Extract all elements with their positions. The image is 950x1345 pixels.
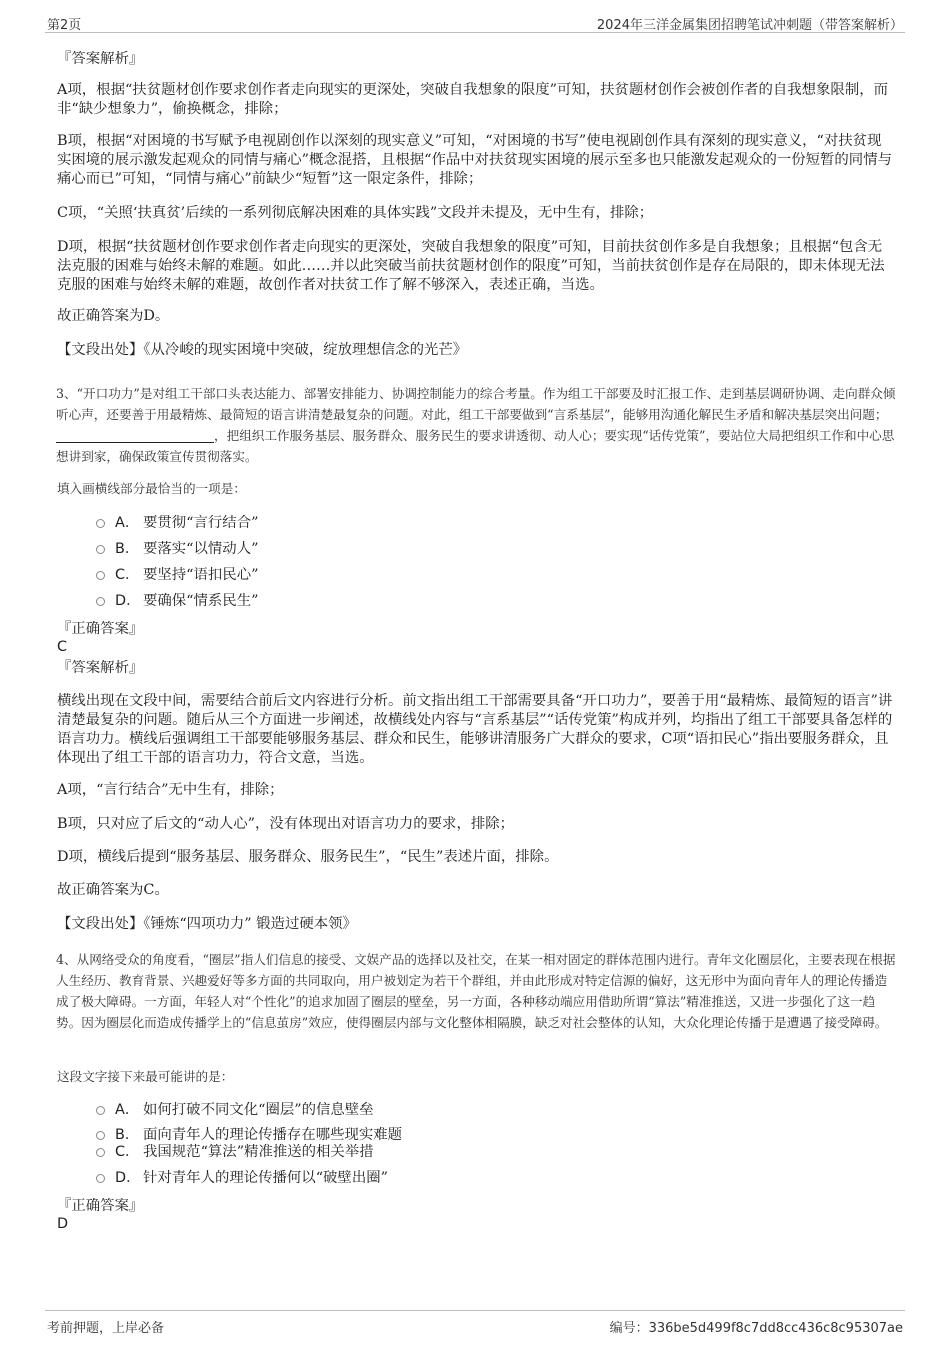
page-number: 第2页 [47,18,82,33]
question-3-option-d[interactable]: D． 要确保“情系民生” [96,592,258,611]
question-4-option-d[interactable]: D． 针对青年人的理论传播何以“破壁出圈” [96,1169,388,1188]
question-3-analysis-main: 横线出现在文段中间，需要结合前后文内容进行分析。前文指出组工干部需要具备“开口功力”，要善于用“最精炼、最简短的语言”讲清楚最复杂的问题。随后从三个方面进一步阐述，故横线处内容与“言系基层”“话传党策”构成并列，均指出了组工干部要具备怎样的语言功力。横线后强调组工干部要能够服务基层、群众和民生，能够讲清服务广大群众的要求，C项“语扣民心”指出要服务群众，且体现出了组工干部的语言功力，符合文意，当选。 [57,693,893,766]
question-3-stem [56,383,898,467]
conclusion: 故正确答案为D。 [57,308,170,324]
question-4-answer: D [57,1216,69,1232]
fill-blank [56,428,214,443]
radio-icon[interactable] [96,571,105,580]
question-3-analysis-b: B项，只对应了后文的“动人心”，没有体现出对语言功力的要求，排除； [57,816,515,832]
footer-slogan: 考前押题，上岸必备 [47,1321,165,1336]
question-3-option-c[interactable]: C． 要坚持“语扣民心” [96,566,258,585]
question-3-option-a[interactable]: A． 要贯彻“言行结合” [96,514,258,533]
question-3-answer: C [57,639,68,655]
radio-icon[interactable] [96,597,105,606]
question-3-stem-part2: ，把组织工作服务基层、服务群众、服务民生的要求讲透彻、动人心；要实现“话传党策”，要站位大局把组织工作和中心思想讲到家，确保政策宣传贯彻落实。 [56,428,895,464]
question-3-source: 【文段出处】《锤炼“四项功力” 锻造过硬本领》 [57,916,357,932]
analysis-para-d: D项，根据“扶贫题材创作要求创作者走向现实的更深处，突破自我想象的限度”可知，目前扶贫创作多是自我想象；且根据“包含无法克服的困难与始终未解的难题。如此……并以此突破当前扶贫题材创作的限度”可知，当前扶贫创作是存在局限的，即未体现无法克服的困难与始终未解的难题，故创作者对扶贫工作了解不够深入，表述正确，当选。 [57,239,885,293]
page-footer [45,1310,905,1336]
question-3-analysis-label: 『答案解析』 [57,660,144,676]
question-3-conclusion: 故正确答案为C。 [57,882,169,898]
question-4-prompt: 这段文字接下来最可能讲的是： [57,1069,234,1084]
question-4-option-c[interactable]: C． 我国规范“算法”精准推送的相关举措 [96,1143,374,1162]
radio-icon[interactable] [96,519,105,528]
radio-icon[interactable] [96,1174,105,1183]
document-title: 2024年三洋金属集团招聘笔试冲刺题（带答案解析） [596,18,903,33]
question-4-stem: 4、从网络受众的角度看，“圈层”指人们信息的接受、文娱产品的选择以及社交，在某一相对固定的群体范围内进行。青年文化圈层化，主要表现在根据人生经历、教育背景、兴趣爱好等多方面的共同取向，用户被划定为若干个群组，并由此形成对特定信源的偏好，这无形中为面向青年人的理论传播造成了极大障碍。一方面，年轻人对“个性化”的追求加固了圈层的壁垒，另一方面，各种移动端应用借助所谓“算法”精准推送，又进一步强化了这一趋势。因为圈层化而造成传播学上的“信息茧房”效应，使得圈层内部与文化整体相隔膜，缺乏对社会整体的认知，大众化理论传播于是遭遇了接受障碍。 [56,952,896,1030]
analysis-label: 『答案解析』 [57,51,144,67]
analysis-para-b: B项，根据“对困境的书写赋予电视剧创作以深刻的现实意义”可知，“对困境的书写”使电视剧创作具有深刻的现实意义，“对扶贫现实困境的展示激发起观众的同情与痛心”概念混搭，且根据“作品中对扶贫现实困境的展示至多也只能激发起观众的一份短暂的同情与痛心而已”可知，“同情与痛心”前缺少“短暂”这一限定条件，排除； [57,133,892,187]
analysis-para-c: C项，“关照‘扶真贫’后续的一系列彻底解决困难的具体实践”文段并未提及，无中生有，排除； [57,205,654,221]
question-3-option-b[interactable]: B． 要落实“以情动人” [96,540,258,559]
question-3-prompt: 填入画横线部分最恰当的一项是： [57,481,246,496]
source-citation: 【文段出处】《从冷峻的现实困境中突破，绽放理想信念的光芒》 [57,342,468,358]
question-3-answer-label: 『正确答案』 [57,621,144,637]
analysis-para-a: A项，根据“扶贫题材创作要求创作者走向现实的更深处，突破自我想象的限度”可知，扶贫题材创作会被创作者的自我想象限制，而非“缺少想象力”，偷换概念，排除； [57,82,888,117]
page-header [45,10,905,33]
radio-icon[interactable] [96,1131,105,1140]
question-4-option-a[interactable]: A． 如何打破不同文化“圈层”的信息壁垒 [96,1101,374,1120]
question-3-stem-part1: 3、“开口功力”是对组工干部口头表达能力、部署安排能力、协调控制能力的综合考量。作为组工干部要及时汇报工作、走到基层调研协调、走向群众倾听心声，还要善于用最精炼、最简短的语言讲清楚最复杂的问题。对此，组工干部要做到“言系基层”，能够用沟通化解民生矛盾和解决基层突出问题； [56,386,896,422]
radio-icon[interactable] [96,545,105,554]
radio-icon[interactable] [96,1106,105,1115]
question-3-analysis-d: D项，横线后提到“服务基层、服务群众、服务民生”，“民生”表述片面，排除。 [57,849,559,865]
question-3-analysis-a: A项，“言行结合”无中生有，排除； [57,782,284,798]
question-4-answer-label: 『正确答案』 [57,1198,144,1214]
document-id: 编号：336be5d499f8c7dd8cc436c8c95307ae [609,1321,903,1336]
question-4-option-b[interactable]: B． 面向青年人的理论传播存在哪些现实难题 [96,1126,402,1145]
radio-icon[interactable] [96,1148,105,1157]
